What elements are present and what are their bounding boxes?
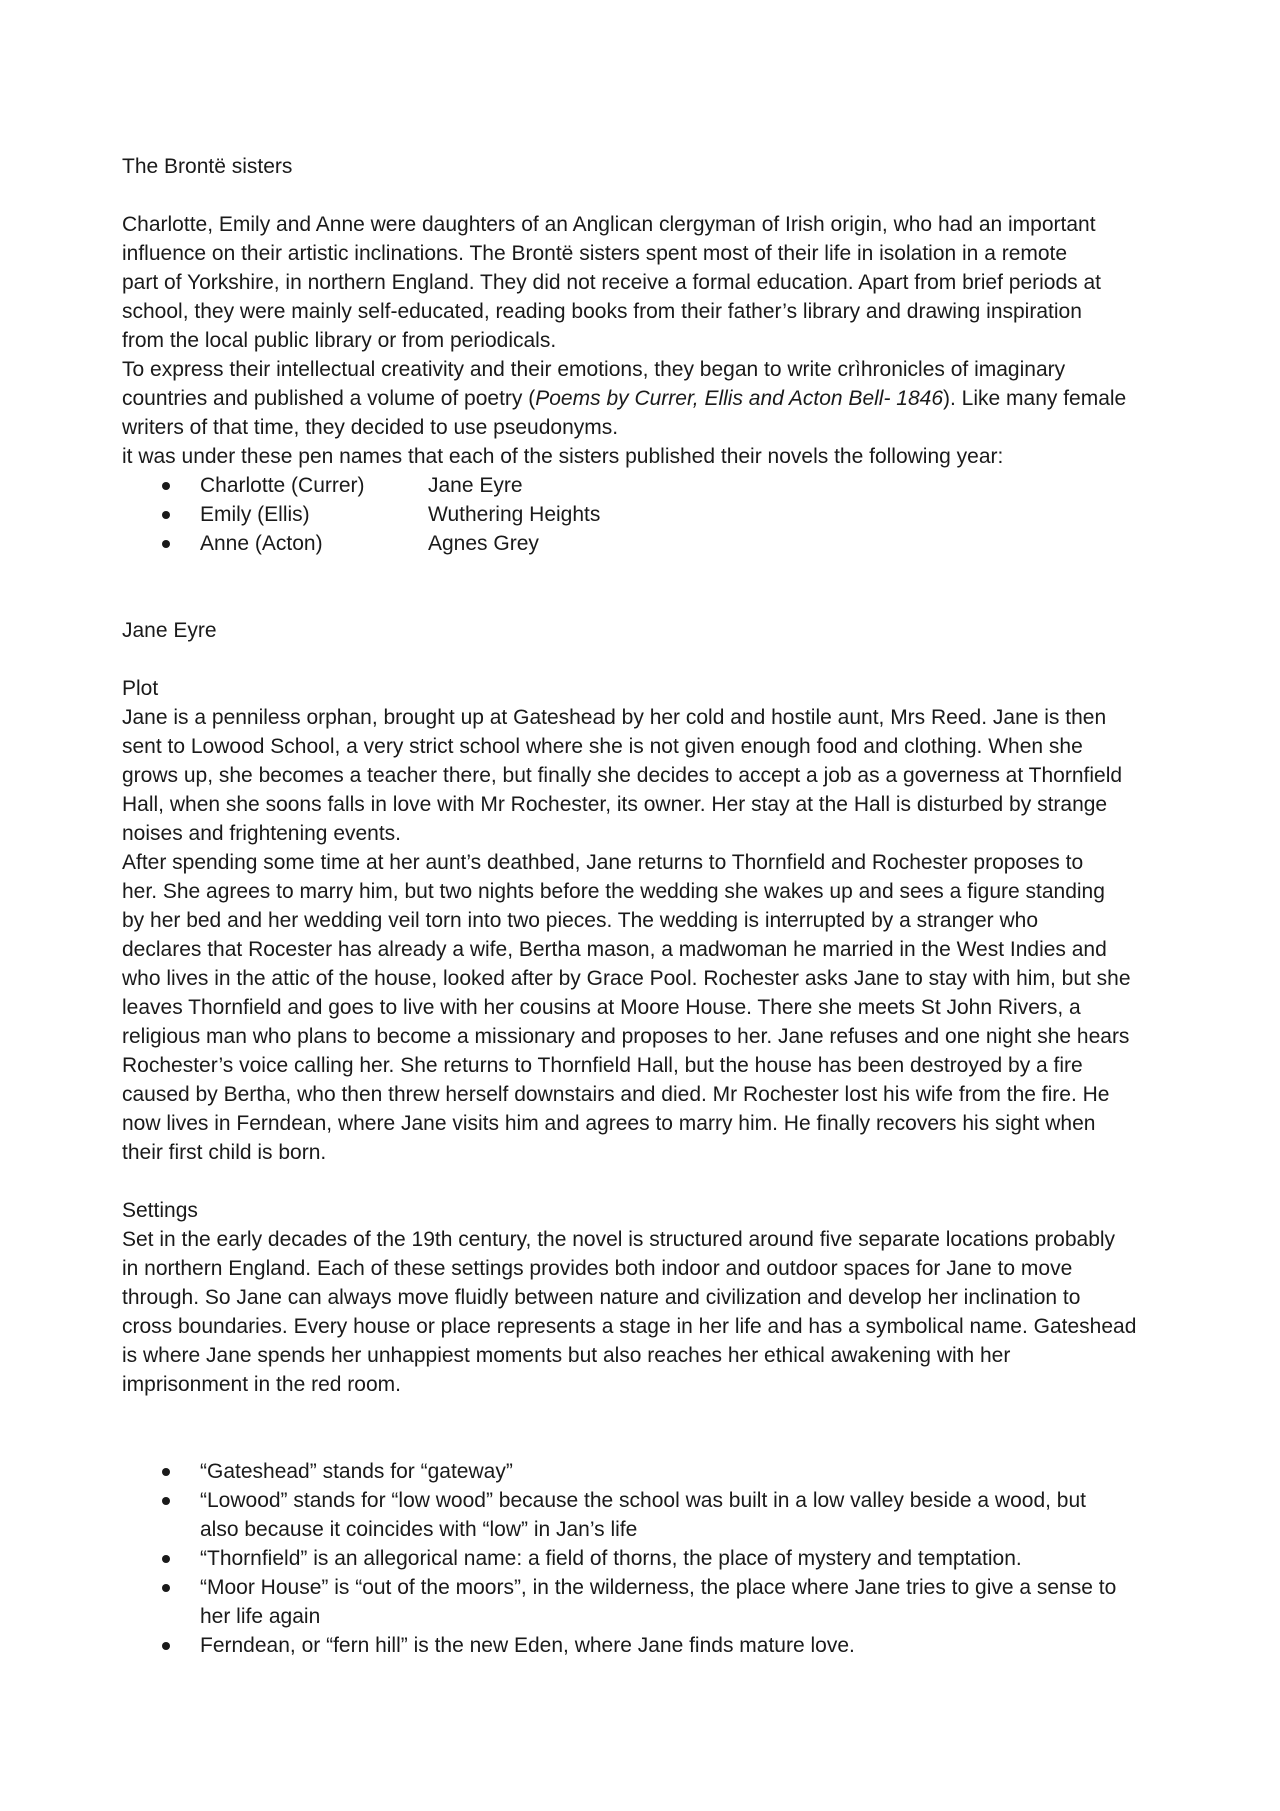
list-item-line: Ferndean, or “fern hill” is the new Eden, where Jane finds mature love. [200, 1634, 855, 1657]
bullet-icon [162, 482, 170, 490]
list-item-line: her life again [200, 1605, 321, 1628]
place-list-item [122, 1544, 1172, 1573]
paragraph-line: Jane is a penniless orphan, brought up at Gateshead by her cold and hostile aunt, Mrs Reed. Jane is then [122, 706, 1107, 729]
places-list [122, 1457, 1172, 1660]
bullet-icon [162, 540, 170, 548]
list-item-line: “Moor House” is “out of the moors”, in the wilderness, the place where Jane tries to give a sense to [200, 1576, 1117, 1599]
paragraph-line: imprisonment in the red room. [122, 1373, 401, 1396]
place-list-item [122, 1457, 1172, 1486]
paragraph-line: her. She agrees to marry him, but two nights before the wedding she wakes up and sees a figure standing [122, 880, 1105, 903]
novel-title: Wuthering Heights [428, 503, 601, 526]
paragraph-line: it was under these pen names that each of the sisters published their novels the following year: [122, 445, 1004, 468]
section-title-bronte-sisters: The Brontë sisters [122, 155, 293, 178]
list-item-line: “Lowood” stands for “low wood” because the school was built in a low valley beside a wood, but [200, 1489, 1086, 1512]
blank-line [122, 1167, 1172, 1196]
place-list-item [122, 1631, 1172, 1660]
bullet-icon [162, 1642, 170, 1650]
novel-title: Agnes Grey [428, 532, 539, 555]
novel-list-item [122, 500, 1172, 529]
paragraph-line: religious man who plans to become a missionary and proposes to her. Jane refuses and one night she hears [122, 1025, 1130, 1048]
paragraph-line: through. So Jane can always move fluidly between nature and civilization and develop her inclination to [122, 1286, 1081, 1309]
bullet-icon [162, 1497, 170, 1505]
paragraph-line: Charlotte, Emily and Anne were daughters of an Anglican clergyman of Irish origin, who had an important [122, 213, 1096, 236]
text-run: countries and published a volume of poetry ( [122, 387, 536, 410]
novel-list-item [122, 471, 1172, 500]
bullet-icon [162, 1468, 170, 1476]
novels-list [122, 471, 1172, 558]
paragraph-line: To express their intellectual creativity and their emotions, they began to write crìhronicles of imaginary [122, 358, 1066, 381]
novel-list-item [122, 529, 1172, 558]
pen-name: Emily (Ellis) [200, 503, 310, 526]
paragraph-line: cross boundaries. Every house or place represents a stage in her life and has a symbolical name. Gateshead [122, 1315, 1137, 1338]
paragraph-line: sent to Lowood School, a very strict school where she is not given enough food and clothing. When she [122, 735, 1083, 758]
settings-paragraph [122, 1225, 1172, 1399]
paragraph-line: Set in the early decades of the 19th century, the novel is structured around five separate locations probably [122, 1228, 1116, 1251]
paragraph-line: now lives in Ferndean, where Jane visits him and agrees to marry him. He finally recovers his sight when [122, 1112, 1096, 1135]
blank-line [122, 1399, 1172, 1428]
bronte-paragraph [122, 210, 1172, 471]
paragraph-line: writers of that time, they decided to use pseudonyms. [122, 416, 619, 439]
text-run: ). Like many female [943, 387, 1127, 410]
paragraph-line: is where Jane spends her unhappiest moments but also reaches her ethical awakening with her [122, 1344, 1011, 1367]
paragraph-line: leaves Thornfield and goes to live with her cousins at Moore House. There she meets St John Rivers, a [122, 996, 1081, 1019]
paragraph-line: declares that Rocester has already a wife, Bertha mason, a madwoman he married in the West Indies and [122, 938, 1107, 961]
paragraph-line: who lives in the attic of the house, looked after by Grace Pool. Rochester asks Jane to stay with him, but she [122, 967, 1131, 990]
list-item-line: “Gateshead” stands for “gateway” [200, 1460, 513, 1483]
bullet-icon [162, 1555, 170, 1563]
paragraph-line: Hall, when she soons falls in love with Mr Rochester, its owner. Her stay at the Hall is disturbed by strange [122, 793, 1108, 816]
novel-title: Jane Eyre [428, 474, 523, 497]
place-list-item [122, 1486, 1172, 1544]
paragraph-line: by her bed and her wedding veil torn into two pieces. The wedding is interrupted by a stranger who [122, 909, 1038, 932]
list-item-line: also because it coincides with “low” in Jan’s life [200, 1518, 638, 1541]
document-page [122, 152, 1172, 1660]
paragraph-line: their first child is born. [122, 1141, 327, 1164]
poetry-title-italic: Poems by Currer, Ellis and Acton Bell- 1846 [535, 387, 943, 410]
paragraph-line: caused by Bertha, who then threw herself downstairs and died. Mr Rochester lost his wife from the fire. He [122, 1083, 1110, 1106]
blank-line [122, 1428, 1172, 1457]
blank-line [122, 558, 1172, 587]
list-item-line: “Thornfield” is an allegorical name: a field of thorns, the place of mystery and temptation. [200, 1547, 1022, 1570]
bullet-icon [162, 1584, 170, 1592]
pen-name: Charlotte (Currer) [200, 474, 365, 497]
paragraph-line: in northern England. Each of these settings provides both indoor and outdoor spaces for Jane to move [122, 1257, 1073, 1280]
paragraph-line: part of Yorkshire, in northern England. They did not receive a formal education. Apart from brief periods at [122, 271, 1102, 294]
plot-heading: Plot [122, 677, 159, 700]
paragraph-line: noises and frightening events. [122, 822, 402, 845]
paragraph-line: Rochester’s voice calling her. She returns to Thornfield Hall, but the house has been destroyed by a fire [122, 1054, 1083, 1077]
plot-paragraph [122, 703, 1172, 1167]
blank-line [122, 645, 1172, 674]
paragraph-line: school, they were mainly self-educated, reading books from their father’s library and drawing inspiration [122, 300, 1082, 323]
settings-heading: Settings [122, 1199, 198, 1222]
paragraph-line [122, 384, 1172, 413]
bullet-icon [162, 511, 170, 519]
paragraph-line: After spending some time at her aunt’s deathbed, Jane returns to Thornfield and Rochester proposes to [122, 851, 1084, 874]
blank-line [122, 587, 1172, 616]
section-title-jane-eyre: Jane Eyre [122, 619, 217, 642]
blank-line [122, 181, 1172, 210]
pen-name: Anne (Acton) [200, 532, 323, 555]
paragraph-line: from the local public library or from periodicals. [122, 329, 557, 352]
paragraph-line: grows up, she becomes a teacher there, but finally she decides to accept a job as a governess at Thornfield [122, 764, 1123, 787]
place-list-item [122, 1573, 1172, 1631]
paragraph-line: influence on their artistic inclinations. The Brontë sisters spent most of their life in isolation in a remote [122, 242, 1068, 265]
